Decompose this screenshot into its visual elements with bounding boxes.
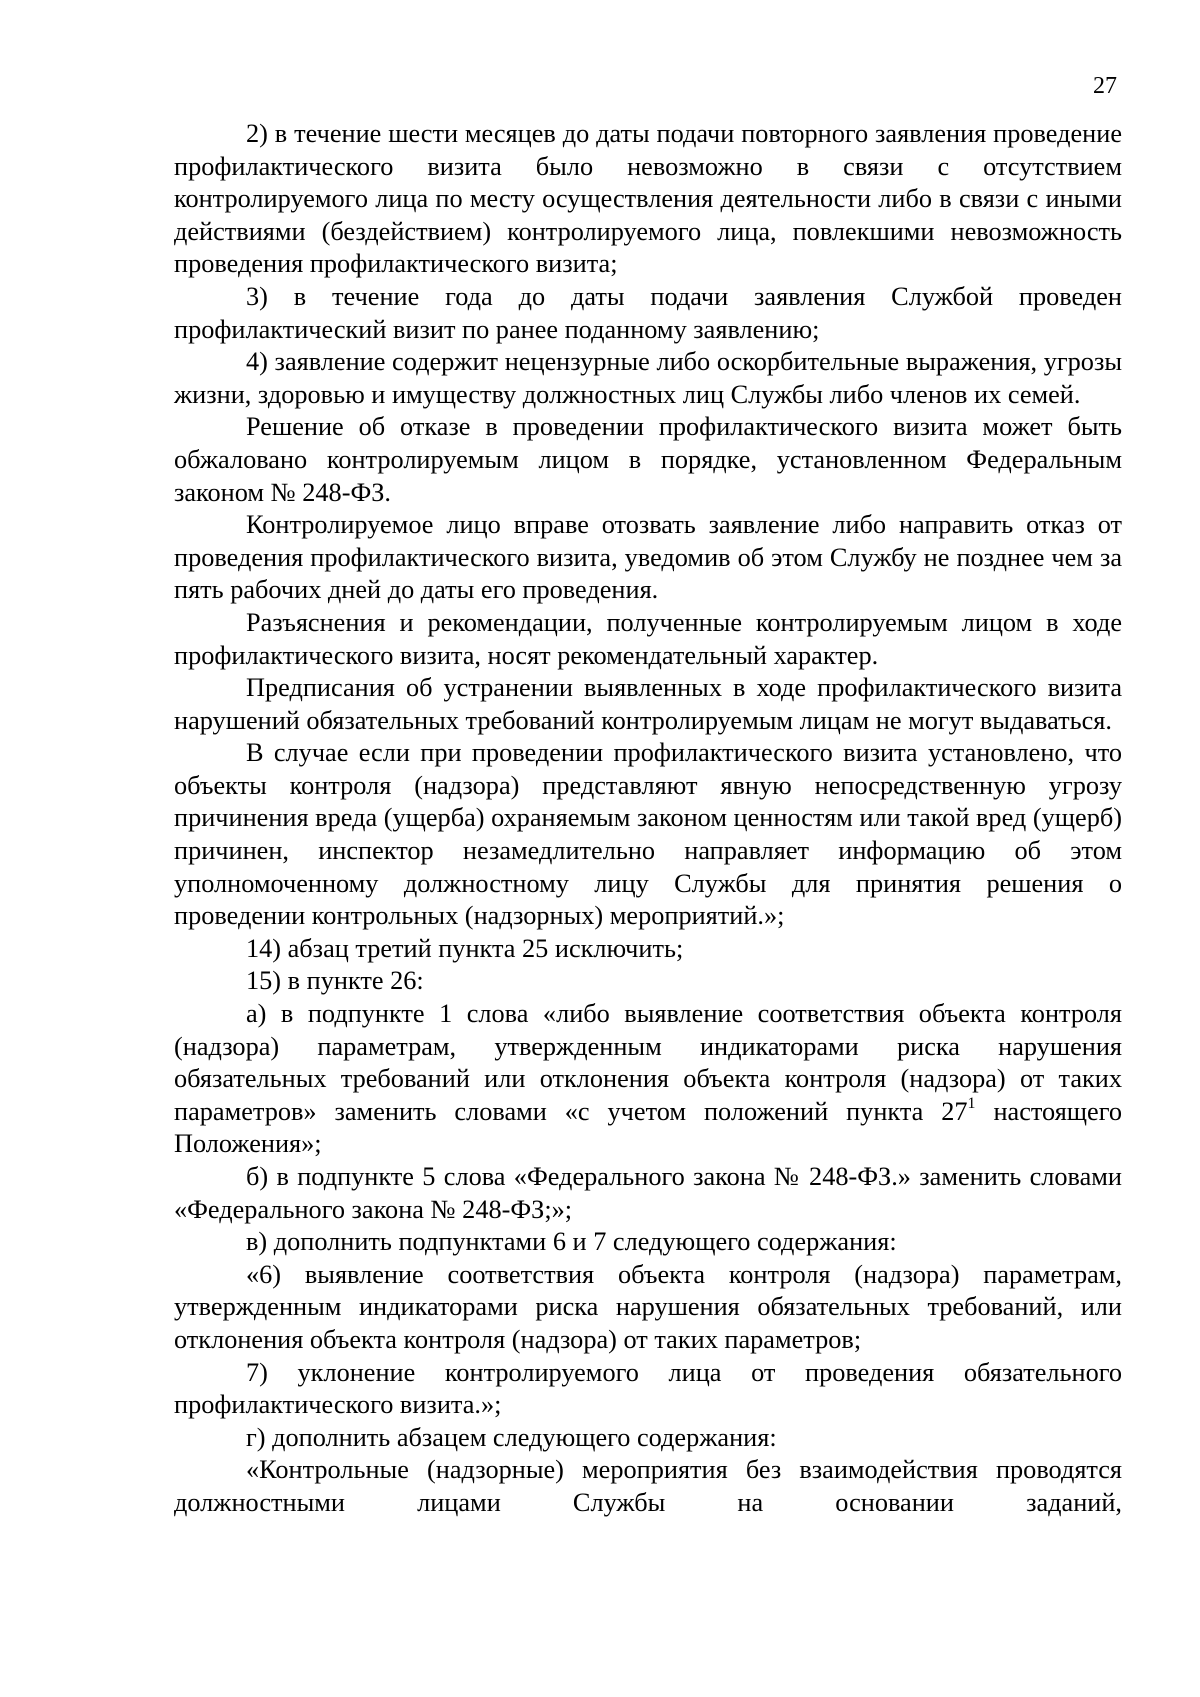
paragraph-explanations: Разъяснения и рекомендации, полученные контролируемым лицом в ходе профилактического визита, носят рекомендательный характер. xyxy=(174,607,1122,670)
paragraph-item-14: 14) абзац третий пункта 25 исключить; xyxy=(246,933,684,963)
paragraph-subitem-g: г) дополнить абзацем следующего содержания: xyxy=(246,1422,777,1452)
paragraph-control-measures: «Контрольные (надзорные) мероприятия без взаимодействия проводятся должностными лицами Службы на основании заданий, xyxy=(174,1455,1122,1517)
document-body xyxy=(174,118,1122,1520)
paragraph-subitem-b: б) в подпункте 5 слова «Федерального закона № 248-ФЗ.» заменить словами «Федерального закона № 248-ФЗ;»; xyxy=(174,1162,1122,1224)
paragraph-item-3: 3) в течение года до даты подачи заявления Службой проведен профилактический визит по ранее поданному заявлению; xyxy=(174,281,1122,344)
paragraph-prescriptions: Предписания об устранении выявленных в ходе профилактического визита нарушений обязательных требований контролируемым лицам не могут выдаваться. xyxy=(174,673,1122,735)
superscript-1: 1 xyxy=(967,1095,976,1113)
paragraph-new-item-6: «6) выявление соответствия объекта контроля (надзора) параметрам, утвержденным индикаторами риска нарушения обязательных требований, или отклонения объекта контроля (надзора) от таких параметров; xyxy=(174,1259,1122,1354)
paragraph-subitem-v: в) дополнить подпунктами 6 и 7 следующего содержания: xyxy=(246,1227,897,1257)
paragraph-item-4: 4) заявление содержит нецензурные либо оскорбительные выражения, угрозы жизни, здоровью и имуществу должностных лиц Службы либо членов их семей. xyxy=(174,347,1122,409)
paragraph-refusal-appeal: Решение об отказе в проведении профилактического визита может быть обжаловано контролируемым лицом в порядке, установленном Федеральным законом № 248-ФЗ. xyxy=(174,412,1122,507)
paragraph-subitem-a xyxy=(174,998,1122,1161)
paragraph-threat-case: В случае если при проведении профилактического визита установлено, что объекты контроля (надзора) представляют явную непосредственную угрозу причинения вреда (ущерба) охраняемым законом ценностям или такой вред (ущерб) причинен, инспектор незамедлительно направляет информацию об этом уполномоченному должностному лицу Службы для принятия решения о проведении контрольных (надзорных) мероприятий.»; xyxy=(174,738,1122,931)
page-number: 27 xyxy=(1093,73,1117,99)
subitem-a-text-end: настоящего Положения»; xyxy=(174,1096,1122,1159)
paragraph-item-15: 15) в пункте 26: xyxy=(246,966,424,996)
paragraph-withdraw-application: Контролируемое лицо вправе отозвать заявление либо направить отказ от проведения профилактического визита, уведомив об этом Службу не позднее чем за пять рабочих дней до даты его проведения. xyxy=(174,510,1122,605)
paragraph-new-item-7: 7) уклонение контролируемого лица от проведения обязательного профилактического визита.»; xyxy=(174,1357,1122,1420)
paragraph-item-2: 2) в течение шести месяцев до даты подачи повторного заявления проведение профилактического визита было невозможно в связи с отсутствием контролируемого лица по месту осуществления деятельности либо в связи с иными действиями (бездействием) контролируемого лица, повлекшими невозможность проведения профилактического визита; xyxy=(174,119,1122,279)
subitem-a-text: а) в подпункте 1 слова «либо выявление соответствия объекта контроля (надзора) параметрам, утвержденным индикаторами риска нарушения обязательных требований или отклонения объекта контроля (надзора) от таких параметров» заменить словами «с учетом положений пункта 27 xyxy=(174,999,1122,1126)
